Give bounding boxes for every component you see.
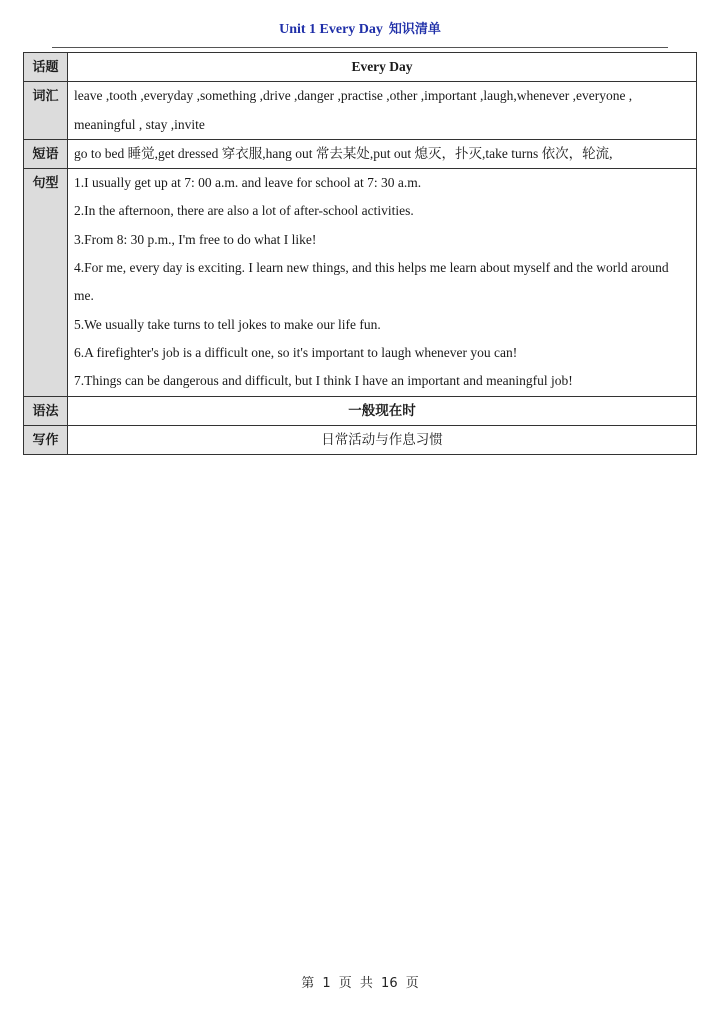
vocabulary-text: leave ,tooth ,everyday ,something ,drive ,danger ,practise ,other ,important ,laugh,whenever ,everyone , meaningful , stay ,invite	[74, 88, 633, 132]
vocabulary-row	[24, 82, 697, 140]
topic-label: 话题	[24, 53, 68, 82]
vocabulary-label: 词汇	[24, 82, 68, 140]
document-title-en: Unit 1 Every Day	[279, 22, 383, 37]
phrases-row	[24, 139, 697, 168]
knowledge-table	[23, 52, 697, 455]
sentence-item: 3.From 8: 30 p.m., I'm free to do what I like!	[74, 231, 317, 247]
phrases-label: 短语	[24, 139, 68, 168]
phrases-text: go to bed 睡觉,get dressed 穿衣服,hang out 常去某处,put out 熄灭，扑灭,take turns 依次，轮流,	[74, 145, 613, 161]
sentence-item: 1.I usually get up at 7: 00 a.m. and leave for school at 7: 30 a.m.	[74, 175, 422, 191]
sentence-item: 6.A firefighter's job is a difficult one, so it's important to laugh whenever you can!	[74, 344, 518, 360]
writing-row	[24, 425, 697, 454]
document-title	[0, 20, 720, 40]
sentence-item: 2.In the afternoon, there are also a lot of after-school activities.	[74, 203, 414, 219]
grammar-row	[24, 396, 697, 425]
page-footer: 第 1 页 共 16 页	[301, 976, 419, 991]
grammar-label: 语法	[24, 396, 68, 425]
sentence-item: 5.We usually take turns to tell jokes to make our life fun.	[74, 316, 381, 332]
vocabulary-value	[68, 82, 697, 140]
document-title-cn: 知识清单	[388, 22, 441, 37]
sentences-label: 句型	[24, 169, 68, 396]
header-rule	[52, 47, 668, 48]
writing-value: 日常活动与作息习惯	[68, 425, 697, 454]
phrases-value	[68, 139, 697, 168]
sentence-item: 7.Things can be dangerous and difficult, but I think I have an important and meaningful job!	[74, 373, 573, 389]
sentences-row	[24, 169, 697, 396]
grammar-value: 一般现在时	[68, 396, 697, 425]
topic-row	[24, 53, 697, 82]
writing-label: 写作	[24, 425, 68, 454]
sentence-item: 4.For me, every day is exciting. I learn new things, and this helps me learn about myself and the world around me.	[74, 260, 669, 304]
topic-value: Every Day	[68, 53, 697, 82]
sentences-value	[68, 169, 697, 396]
